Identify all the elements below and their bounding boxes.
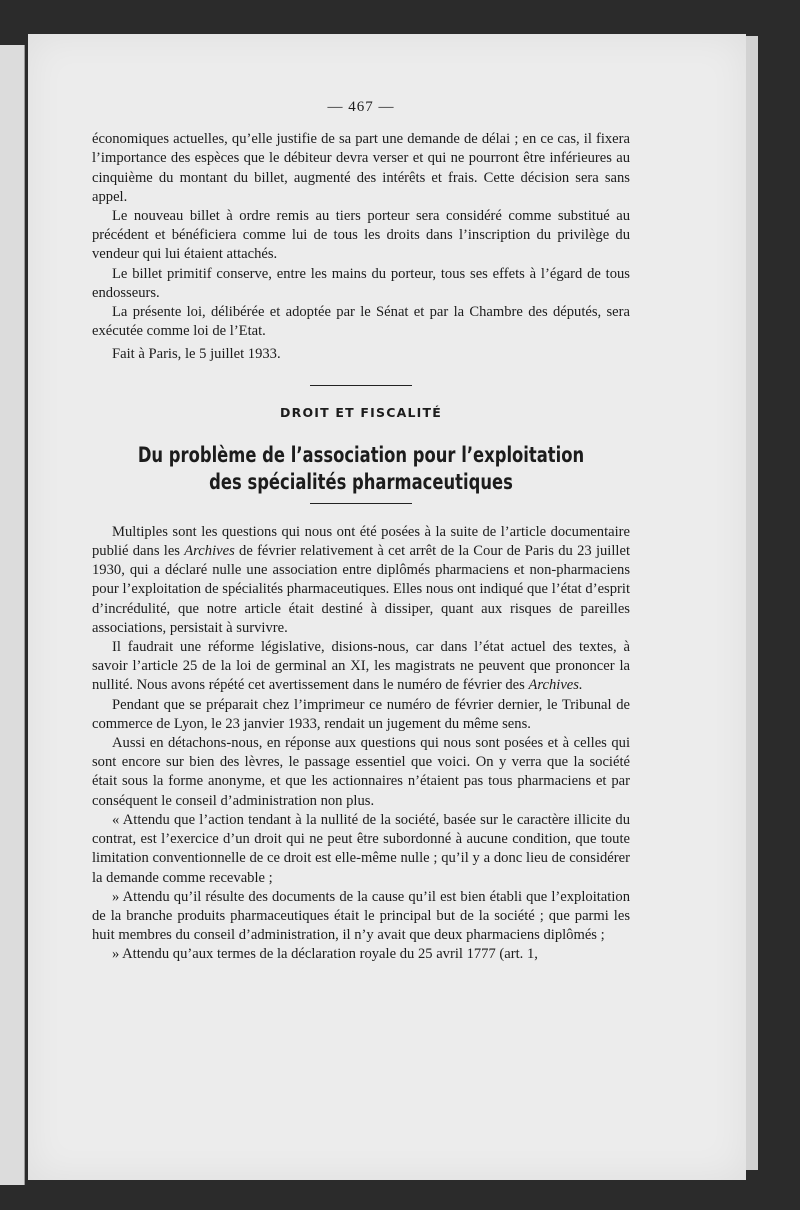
body-paragraph-4: Aussi en détachons-nous, en réponse aux questions qui nous sont posées et à celles qui sont encore sur bien des lèvres, le passage essentiel que voici. On y verra que la société était sous la forme anonyme, et que les actionnaires n’étaient pas tous pharmaciens et par conséquent le conseil d’administration non plus. <box>92 735 630 809</box>
intro-paragraph-3: Le billet primitif conserve, entre les mains du porteur, tous ses effets à l’égard de tous endosseurs. <box>92 265 630 301</box>
document-page <box>28 34 746 1180</box>
intro-paragraph-1: économiques actuelles, qu’elle justifie de sa part une demande de délai ; en ce cas, il fixera l’importance des espèces que le débiteur devra verser et qui ne pourront être inférieures au cinquième du montant du billet, augmenté des intérêts et frais. Cette décision sera sans appel. <box>92 131 630 205</box>
body-paragraph-2 <box>92 638 630 696</box>
body-paragraph-6: » Attendu qu’il résulte des documents de la cause qu’il est bien établi que l’exploitation de la branche produits pharmaceutiques était le principal but de la société ; que parmi les huit membres du conseil d’administration, il n’y avait que deux pharmaciens diplômés ; <box>92 888 630 944</box>
p2-text-a: Il faudrait une réforme législative, disions-nous, car dans l’état actuel des textes, à savoir l’article 25 de la loi de germinal an XI, les magistrats ne peuvent que prononcer la nullité. Nous avons répété cet avertissement dans le numéro de février des <box>92 639 630 694</box>
p2-italic: Archives. <box>528 677 583 694</box>
body-paragraph-1 <box>92 523 630 638</box>
p1-text-b: de février relativement à cet arrêt de la Cour de Paris du 23 juillet 1930, qui a déclaré nulle une association entre diplômés pharmaciens et non-pharmaciens pour l’exploitation de spécialités pharmaceutiques. Elles nous ont indiqué que l’état d’esprit d’incrédulité, que notre article était destiné à dissiper, quant aux risques de pareilles associations, persistait à survivre. <box>92 543 631 636</box>
body-paragraph-7: » Attendu qu’aux termes de la déclaration royale du 25 avril 1777 (art. 1, <box>112 946 538 963</box>
section-title: DROIT ET FISCALITÉ <box>280 404 442 420</box>
intro-paragraph-2: Le nouveau billet à ordre remis au tiers porteur sera considéré comme substitué au précédent et bénéficiera comme lui de tous les droits dans l’inscription du privilège du vendeur qui lui étaient attachés. <box>92 208 630 263</box>
page-number: — 467 — <box>327 99 395 115</box>
intro-paragraph-4: La présente loi, délibérée et adoptée par le Sénat et par la Chambre des députés, sera exécutée comme loi de l’Etat. <box>92 304 630 340</box>
p1-italic: Archives <box>184 543 235 560</box>
section-divider-top <box>310 385 412 386</box>
body-paragraph-5: « Attendu que l’action tendant à la nullité de la société, basée sur le caractère illicite du contrat, est l’exercice d’un droit qui ne peut être subordonné à aucune condition, que toute limitation conventionnelle de ce droit est elle-même nulle ; qu’il y a donc lieu de considérer la demande comme recevable ; <box>92 811 630 886</box>
article-title-line-1: Du problème de l’association pour l’exploitation <box>137 442 585 467</box>
p1-text-a: Multiples sont les questions qui nous ont été posées à la suite de l’article documentaire publié dans les <box>92 523 630 560</box>
signature-line: Fait à Paris, le 5 juillet 1933. <box>112 346 281 363</box>
page-content <box>92 98 630 965</box>
article-title <box>104 442 617 496</box>
body-paragraph-3: Pendant que se préparait chez l’imprimeur ce numéro de février dernier, le Tribunal de commerce de Lyon, le 23 janvier 1933, rendait un jugement du même sens. <box>92 696 630 732</box>
article-divider <box>310 503 412 504</box>
article-title-line-2: des spécialités pharmaceutiques <box>209 469 513 494</box>
facing-page-edge <box>0 45 25 1185</box>
